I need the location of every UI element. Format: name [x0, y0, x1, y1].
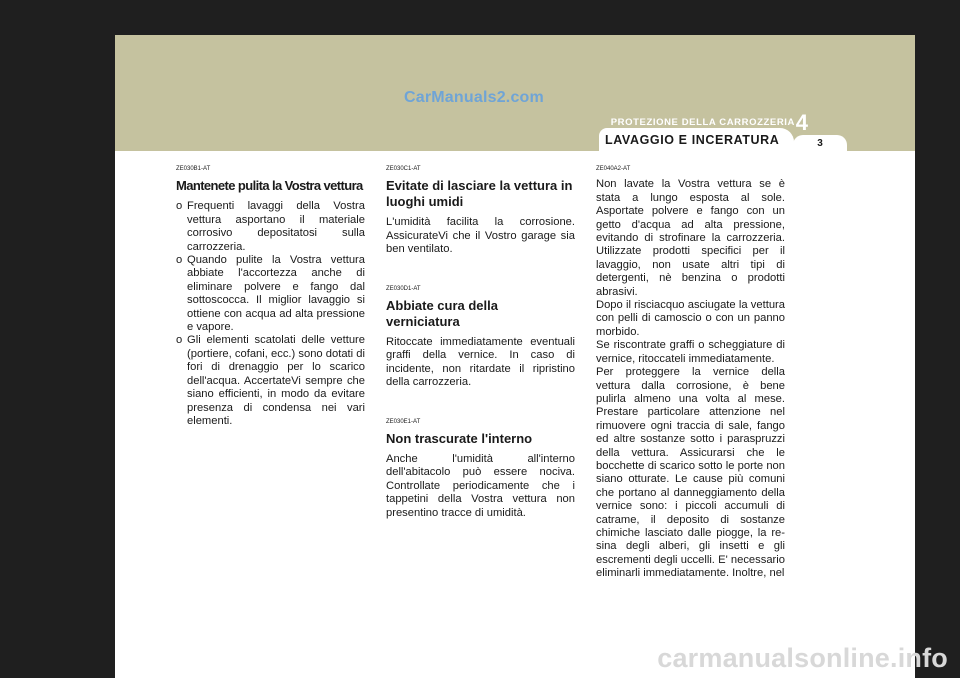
section-body: Ritoccate immediatamente eventuali graffi della vernice. In caso di incidente, non ritardate il ripristino della carrozzeria.	[386, 336, 575, 389]
section-keep-clean	[176, 163, 365, 428]
watermark-top[interactable]: CarManuals2.com	[404, 89, 544, 106]
section-title: Evitate di lasciare la vettura in luoghi umidi	[386, 178, 573, 210]
section-code: ZE030C1-AT	[386, 166, 421, 172]
bullet-list	[176, 200, 365, 428]
section-code: ZE030D1-AT	[386, 285, 421, 292]
subsection-tab	[599, 128, 794, 151]
list-item: o Frequenti lavaggi della Vostra vettura asportano il materiale corrosivo depositatosi sulla carrozzeria.	[176, 200, 365, 253]
list-item: o Quando pulite la Vostra vettura abbiate l'accortezza anche di eliminare polvere e fango dal sottoscocca. Il miglior lavaggio si ottiene con acqua ad alta pressione e vapore.	[176, 254, 365, 334]
section-paint-care	[386, 283, 575, 390]
section-washing	[596, 163, 785, 581]
column-2	[386, 163, 575, 546]
manual-page	[115, 35, 915, 678]
paragraph: Dopo il risciacquo asciugate la vettura con pelli di camoscio o con un panno morbido.	[596, 299, 785, 338]
section-title: Non trascurate l'interno	[386, 431, 533, 447]
list-item: o Gli elementi scatolati delle vetture (portiere, cofani, ecc.) sono dotati di fori di drenaggio per lo scarico dell'acqua. AccertateVi sempre che siano efficienti, in modo da evitare presenza di condensa nei vari elementi.	[176, 334, 365, 427]
paragraph: Non lavate la Vostra vettura se è stata a lungo esposta al sole. Asportate polvere e fango con un getto d'acqua ad alta pressione, evitando di strofinare la carrozzeria. Utilizzate prodotti specifici per il lavaggio, non usate altri tipi di detergenti, nè benzina o prodotti abrasivi.	[596, 178, 785, 298]
section-body: Anche l'umidità all'interno dell'abitacolo può essere nociva. Controllate periodicamente che i tappetini della Vostra vettura non presentino tracce di umidità.	[386, 453, 575, 519]
section-title: Abbiate cura della verniciatura	[386, 298, 498, 330]
watermark-bottom[interactable]: carmanualsonline.info	[657, 643, 948, 673]
header-band	[115, 35, 915, 151]
section-title: Mantenete pulita la Vostra vettura	[176, 178, 363, 194]
section-title: PROTEZIONE DELLA CARROZZERIA	[610, 117, 795, 128]
section-humidity	[386, 163, 575, 257]
paragraph: Per proteggere la vernice della vettura dalla corrosione, è bene pulirla almeno una volta al mese. Prestare particolare attenzione nel rimuovere ogni traccia di sale, fango ed altre sostanze sotto i paraspruzzi della vettura. Assicurarsi che le bocchette di scarico sotto le porte non siano otturate. Le cause più comuni che portano al danneggiamento della vernice sono: i piccoli accumuli di catrame, il deposito di sostanze chimiche lasciato dalle piogge, la re- sina degli alberi, gli insetti e gli escrementi degli uccelli. E' necessario eliminarli immediatamente. Inoltre, nel	[596, 366, 785, 580]
paragraph: Se riscontrate graffi o scheggiature di vernice, ritoccateli immediatamente.	[596, 339, 785, 365]
section-body: L'umidità facilita la corrosione. AssicurateVi che il Vostro garage sia ben ventilato.	[386, 216, 575, 256]
section-code: ZE030E1-AT	[386, 418, 421, 425]
section-code: ZE030B1-AT	[176, 166, 211, 172]
section-interior	[386, 416, 575, 520]
subsection-title: LAVAGGIO E INCERATURA	[605, 133, 780, 147]
section-code: ZE040A2-AT	[596, 166, 631, 172]
chapter-number: 4	[795, 110, 808, 135]
page-number-tab	[793, 135, 847, 151]
column-3	[596, 163, 785, 581]
page-number: 3	[817, 138, 823, 149]
column-1	[176, 163, 365, 454]
